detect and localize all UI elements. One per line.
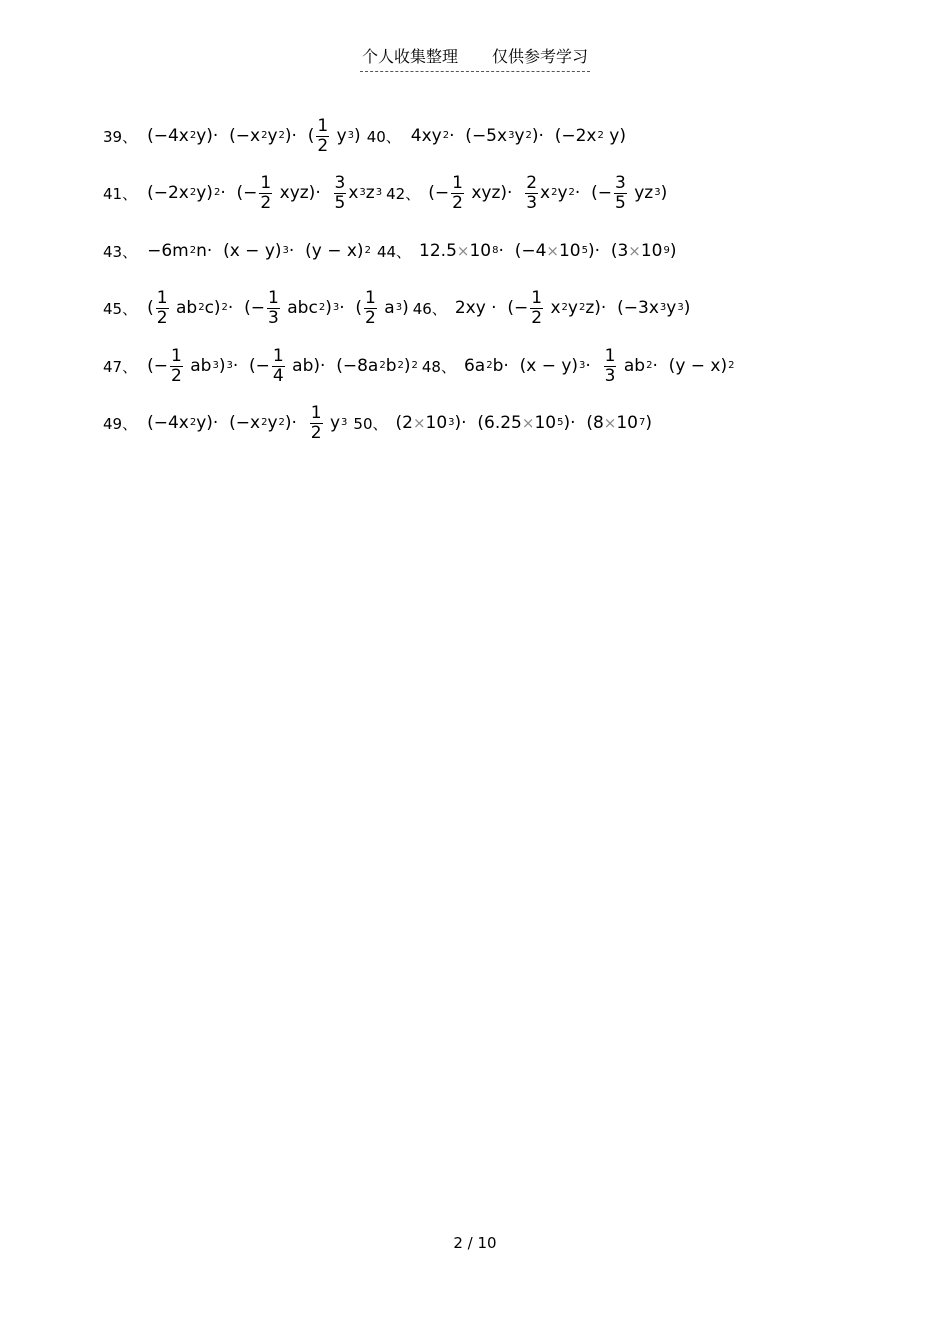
numerator: 1 xyxy=(604,345,616,366)
expr-text: · (−5x xyxy=(449,126,508,146)
header-watermark xyxy=(360,44,590,72)
expr-text: 10 xyxy=(469,241,492,261)
page-header xyxy=(0,44,950,72)
denominator: 2 xyxy=(310,422,322,443)
expr-text: 10 xyxy=(425,413,448,433)
fraction xyxy=(530,289,543,328)
expr-text: ) xyxy=(660,183,668,203)
problem-number: 41、 xyxy=(103,184,138,203)
expr-text: (− xyxy=(147,356,168,376)
expr-text: )· ( xyxy=(284,126,315,146)
fraction xyxy=(259,174,272,213)
expr-text: ) xyxy=(645,413,652,433)
fraction xyxy=(525,174,538,213)
denominator: 2 xyxy=(452,192,463,213)
expr-text: y) xyxy=(603,126,626,146)
expr-text: ) xyxy=(354,126,361,146)
header-right-text: 仅供参考学习 xyxy=(492,47,589,66)
problem-number: 42、 xyxy=(386,184,421,203)
problem-number: 50、 xyxy=(353,414,388,433)
expr-text: b· (x − y) xyxy=(492,356,579,376)
expr-text: 10 xyxy=(558,241,581,261)
problem-number: 39、 xyxy=(103,127,138,146)
expr-text: )· (−2x xyxy=(531,126,597,146)
denominator: 5 xyxy=(615,192,626,213)
expr-text: · (− xyxy=(574,183,613,203)
expr-text: 2xy · (− xyxy=(454,298,529,318)
expr-text: · (− xyxy=(220,183,258,203)
fraction xyxy=(170,347,183,386)
expr-text: )· (3 xyxy=(587,241,629,261)
numerator: 2 xyxy=(526,172,538,193)
expr-text: )· xyxy=(284,413,308,433)
expr-text: z xyxy=(365,183,375,203)
expr-text: y xyxy=(567,298,578,318)
expression: (− $\frac{1}{2}$ ab 3 ) 3 · (− $\frac{1}{4}$ ab)· (−8a 2 b 2 ) 2 48、 6a 2 b· (x − y) 3 · $\frac{1}{3}$ ab 2 · (y − x) 2 xyxy=(147,345,735,386)
problem-number: 45、 xyxy=(103,299,138,318)
denominator: 3 xyxy=(526,192,538,213)
expr-text: · (−4 xyxy=(498,241,547,261)
denominator: 2 xyxy=(531,307,543,328)
expr-text: x xyxy=(540,183,551,203)
expr-text: · (− xyxy=(227,298,266,318)
expr-text: y) xyxy=(196,183,213,203)
denominator: 2 xyxy=(156,307,168,328)
expr-text: y xyxy=(267,126,278,146)
numerator: 1 xyxy=(365,287,376,308)
expr-text: )· (6.25 xyxy=(454,413,522,433)
denominator: 2 xyxy=(365,307,376,328)
numerator: 3 xyxy=(334,172,346,193)
expr-text: ) xyxy=(683,298,691,318)
expr-text: ab xyxy=(184,356,212,376)
denominator: 2 xyxy=(170,365,182,386)
expr-text: · (− xyxy=(232,356,270,376)
expression: (−2x 2 y) 2 · (− $\frac{1}{2}$ xyz)· $\frac{3}{5}$ x 3 z 3 42、 (− $\frac{1}{2}$ xyz)· $\frac{2}{3}$ x 2 y 2 · (− $\frac{3}{5}$ yz 3 ) xyxy=(147,172,668,213)
expr-text: (−2x xyxy=(147,183,189,203)
numerator: 1 xyxy=(452,172,463,193)
expr-text: y xyxy=(557,183,568,203)
fraction xyxy=(267,289,280,328)
expr-text: 12.5 xyxy=(419,241,457,261)
problem-number: 49、 xyxy=(103,414,138,433)
expr-text: ab xyxy=(618,356,646,376)
times-sign: × xyxy=(412,414,426,432)
fraction xyxy=(364,289,377,328)
expr-text: 10 xyxy=(534,413,557,433)
problem-line-45-46 xyxy=(103,286,690,330)
expr-text: xyz)· xyxy=(274,183,332,203)
fraction xyxy=(156,289,169,328)
denominator: 3 xyxy=(268,307,279,328)
expr-text: (−4x xyxy=(147,126,189,146)
numerator: 1 xyxy=(268,287,279,308)
numerator: 1 xyxy=(317,115,329,136)
numerator: 3 xyxy=(615,172,626,193)
numerator: 1 xyxy=(531,287,543,308)
expression: −6m 2 n· (x − y) 3 · (y − x) 2 44、 12.5 × 10 8 · (−4 × 10 5 )· (3 × 10 9 ) xyxy=(147,241,677,261)
expr-text: 10 xyxy=(640,241,663,261)
expr-text: ( xyxy=(147,298,154,318)
expr-text: (−4x xyxy=(147,413,189,433)
fraction xyxy=(451,174,464,213)
expr-text: (2 xyxy=(395,413,413,433)
expr-text: abc xyxy=(281,298,318,318)
expr-text: ) xyxy=(218,356,226,376)
expr-text: ab)· (−8a xyxy=(286,356,379,376)
expr-text: y xyxy=(666,298,677,318)
expr-text: n· (x − y) xyxy=(196,241,282,261)
problem-line-49-50 xyxy=(103,401,652,445)
page-number: 2 / 10 xyxy=(453,1234,497,1252)
times-sign: × xyxy=(546,242,559,260)
problem-number: 47、 xyxy=(103,357,138,376)
expr-text: · xyxy=(585,356,602,376)
expr-text: )· (8 xyxy=(563,413,604,433)
denominator: 5 xyxy=(334,192,346,213)
denominator: 2 xyxy=(260,192,272,213)
expr-text: (− xyxy=(428,183,450,203)
problem-line-43-44 xyxy=(103,229,677,273)
problem-number: 48、 xyxy=(421,357,456,376)
header-left-text: 个人收集整理 xyxy=(361,47,458,66)
expr-text: · (y − x) xyxy=(288,241,364,261)
expr-text: 4xy xyxy=(410,126,442,146)
problem-number: 44、 xyxy=(376,242,412,261)
expr-text: a xyxy=(378,298,395,318)
expr-text: z)· (−3x xyxy=(585,298,659,318)
problem-line-41-42 xyxy=(103,171,667,215)
problem-line-47-48 xyxy=(103,344,735,388)
expr-text: ab xyxy=(170,298,198,318)
expr-text: ) xyxy=(325,298,332,318)
expression: ( $\frac{1}{2}$ ab 2 c) 2 · (− $\frac{1}{3}$ abc 2 ) 3 · ( $\frac{1}{2}$ a 3 ) 46、 2xy · (− $\frac{1}{2}$ x 2 y 2 z)· (−3x 3 y 3 ) xyxy=(147,287,691,328)
fraction xyxy=(316,117,329,156)
expr-text: −6m xyxy=(147,241,189,261)
expr-text: y)· (−x xyxy=(196,413,261,433)
expr-text: · ( xyxy=(339,298,363,318)
fraction xyxy=(272,347,285,386)
expr-text: c) xyxy=(204,298,221,318)
expr-text: x xyxy=(348,183,359,203)
fraction xyxy=(334,174,347,213)
expr-text: y xyxy=(514,126,525,146)
expression: (−4x 2 y)· (−x 2 y 2 )· ( $\frac{1}{2}$ y 3 ) 40、 4xy 2 · (−5x 3 y 2 )· (−2x 2 y) xyxy=(147,115,626,156)
times-sign: × xyxy=(456,242,470,260)
expr-text: ) xyxy=(402,298,409,318)
expr-text: · (y − x) xyxy=(652,356,728,376)
expr-text: ) xyxy=(669,241,677,261)
times-sign: × xyxy=(603,414,617,432)
numerator: 1 xyxy=(272,345,284,366)
problem-number: 43、 xyxy=(103,242,138,261)
expr-text: y xyxy=(324,413,341,433)
expr-text: yz xyxy=(628,183,654,203)
denominator: 4 xyxy=(272,365,284,386)
denominator: 2 xyxy=(317,135,329,156)
numerator: 1 xyxy=(170,345,182,366)
expr-text: y)· (−x xyxy=(196,126,261,146)
problem-line-39-40 xyxy=(103,114,626,158)
expr-text: 6a xyxy=(463,356,486,376)
fraction xyxy=(604,347,617,386)
expr-text: x xyxy=(545,298,561,318)
expression: (−4x 2 y)· (−x 2 y 2 )· $\frac{1}{2}$ y 3 50、 (2 × 10 3 )· (6.25 × 10 5 )· (8 × 10 7 ) xyxy=(147,402,652,443)
times-sign: × xyxy=(521,414,535,432)
expr-text: b xyxy=(385,356,397,376)
numerator: 1 xyxy=(310,402,322,423)
denominator: 3 xyxy=(604,365,616,386)
fraction xyxy=(614,174,627,213)
fraction xyxy=(310,404,323,443)
numerator: 1 xyxy=(260,172,272,193)
expr-text: y xyxy=(331,126,347,146)
times-sign: × xyxy=(628,242,641,260)
expr-text: xyz)· xyxy=(465,183,524,203)
expr-text: 10 xyxy=(616,413,638,433)
expr-text: ) xyxy=(403,356,411,376)
numerator: 1 xyxy=(156,287,168,308)
expr-text: y xyxy=(267,413,278,433)
problem-number: 40、 xyxy=(366,127,401,146)
problem-number: 46、 xyxy=(412,299,447,318)
